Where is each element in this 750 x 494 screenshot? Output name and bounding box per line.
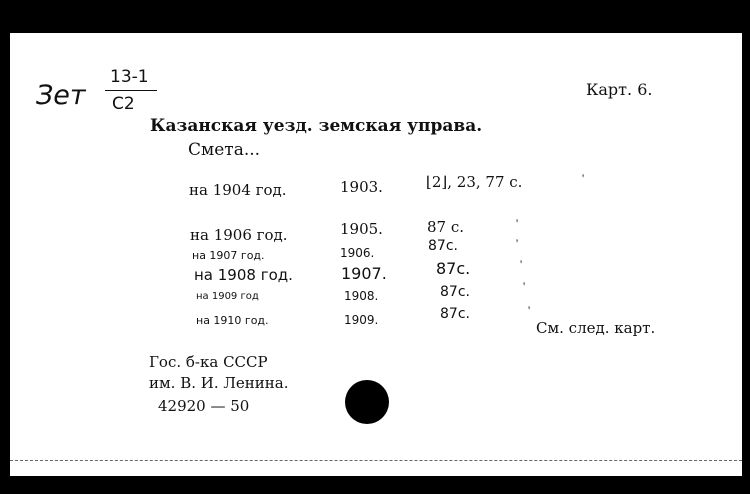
- entry-pages: 87 с.: [427, 218, 465, 236]
- library-line-2: им. В. И. Ленина.: [149, 374, 289, 392]
- entry-pages: 87с.: [440, 284, 470, 300]
- code-denominator: С2: [112, 94, 135, 114]
- punch-hole: [345, 380, 389, 424]
- code-prefix: Зет: [36, 80, 86, 111]
- card-number: Карт. 6.: [586, 80, 653, 99]
- card-heading: Казанская уезд. земская управа.: [150, 116, 483, 136]
- tick-mark: ': [528, 303, 531, 317]
- entry-label: на 1909 год: [196, 291, 259, 302]
- entry-pages: ⌊2⌋, 23, 77 с.: [426, 173, 523, 191]
- continuation-note: См. след. карт.: [536, 319, 656, 337]
- entry-label: на 1906 год.: [190, 226, 288, 244]
- entry-year: 1908.: [344, 289, 379, 303]
- tick-mark: ': [516, 216, 519, 230]
- card-edge-line: [10, 460, 742, 461]
- entry-year: 1905.: [340, 220, 383, 238]
- tick-mark: ': [520, 257, 523, 271]
- entry-label: на 1908 год.: [194, 266, 293, 284]
- code-fraction-line: [105, 90, 157, 91]
- entry-year: 1907.: [341, 264, 387, 283]
- tick-mark: ': [582, 171, 585, 185]
- card-subheading: Смета...: [188, 140, 261, 160]
- entry-pages: 87с.: [436, 259, 471, 278]
- tick-mark: ': [523, 279, 526, 293]
- library-line-1: Гос. б-ка СССР: [149, 353, 268, 371]
- code-numerator: 13-1: [110, 67, 149, 87]
- entry-label: на 1904 год.: [189, 181, 287, 199]
- library-line-3: 42920 — 50: [158, 397, 250, 415]
- entry-year: 1906.: [340, 246, 375, 260]
- catalog-card: [10, 33, 742, 476]
- entry-label: на 1907 год.: [192, 249, 265, 262]
- entry-pages: 87с.: [440, 306, 470, 322]
- entry-year: 1909.: [344, 313, 379, 327]
- tick-mark: ': [516, 236, 519, 250]
- entry-label: на 1910 год.: [196, 314, 269, 327]
- entry-pages: 87с.: [428, 238, 458, 254]
- entry-year: 1903.: [340, 178, 383, 196]
